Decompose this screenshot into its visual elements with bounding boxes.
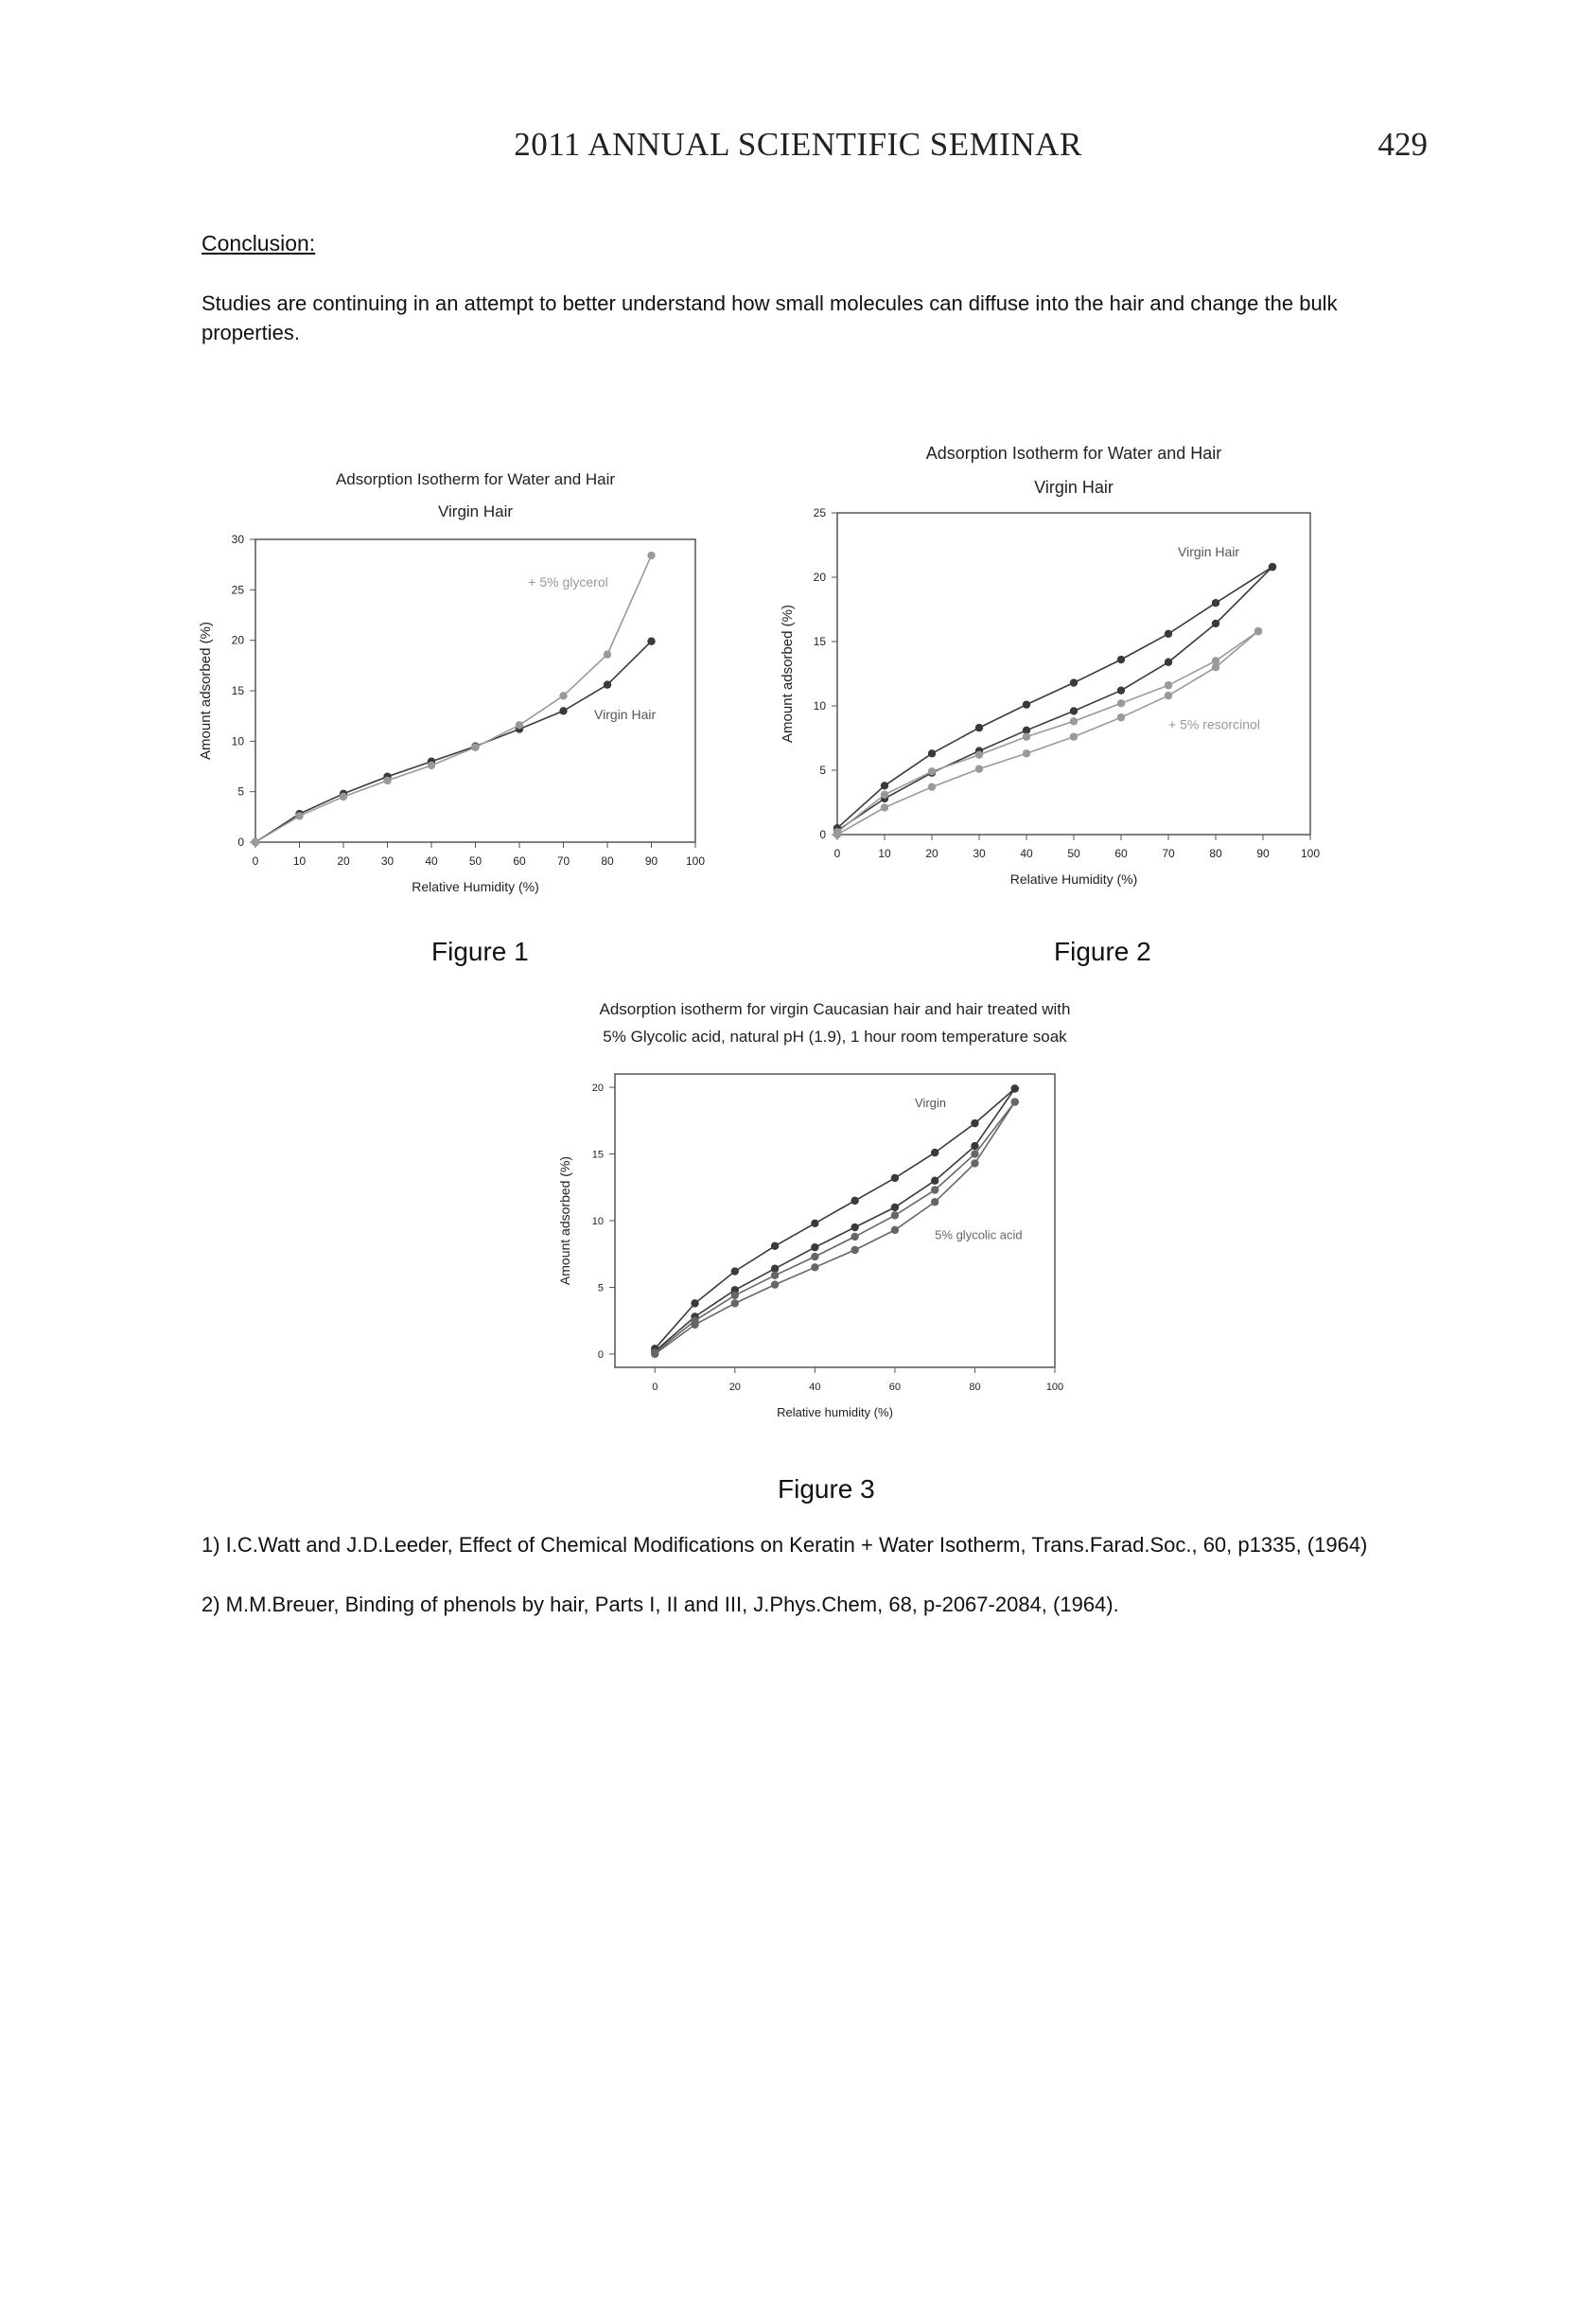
data-point (1269, 563, 1276, 571)
data-point (971, 1159, 978, 1167)
data-point (428, 762, 435, 769)
y-tick-label: 10 (231, 734, 244, 748)
x-tick-label: 60 (888, 1382, 902, 1393)
x-tick-label: 0 (652, 1382, 658, 1393)
data-point (971, 1119, 978, 1127)
x-axis-label: Relative Humidity (%) (1009, 871, 1138, 887)
y-tick-label: 20 (813, 571, 826, 584)
data-point (891, 1211, 899, 1219)
data-point (1117, 699, 1125, 707)
y-tick-label: 25 (231, 583, 244, 597)
data-point (1165, 630, 1172, 638)
x-tick-label: 10 (292, 854, 307, 868)
data-point (1212, 663, 1219, 671)
figure-3-chart (549, 994, 1116, 1457)
data-point (851, 1233, 858, 1241)
data-point (471, 744, 479, 751)
data-point (1070, 717, 1078, 725)
data-point (1023, 732, 1030, 740)
x-tick-label: 10 (878, 847, 891, 860)
data-point (851, 1246, 858, 1254)
series-line (255, 555, 652, 842)
running-title: 2011 ANNUAL SCIENTIFIC SEMINAR (514, 126, 1082, 163)
reference-1: 1) I.C.Watt and J.D.Leeder, Effect of Chemical Modifications on Keratin + Water Isotherm, Trans.Farad.Soc., 60, p1335, (1964) (202, 1533, 1368, 1557)
x-tick-label: 30 (973, 847, 986, 860)
data-point (771, 1242, 779, 1250)
x-tick-label: 60 (513, 854, 526, 868)
x-tick-label: 100 (1045, 1382, 1064, 1393)
x-tick-label: 0 (252, 854, 259, 868)
data-point (295, 812, 303, 819)
y-axis-label: Amount adsorbed (%) (557, 1155, 572, 1286)
y-tick-label: 10 (813, 699, 826, 713)
chart-subtitle: Virgin Hair (437, 502, 514, 520)
data-point (1117, 686, 1125, 694)
data-point (975, 724, 983, 731)
data-point (1165, 659, 1172, 666)
data-point (881, 803, 888, 811)
x-tick-label: 70 (556, 854, 570, 868)
data-point (731, 1292, 739, 1299)
y-tick-label: 15 (591, 1149, 604, 1161)
data-point (811, 1243, 818, 1251)
x-tick-label: 80 (601, 854, 614, 868)
data-point (604, 680, 611, 688)
data-point (891, 1174, 899, 1182)
figure-2-chart (771, 435, 1377, 918)
figure-1-chart (184, 464, 752, 918)
data-point (811, 1263, 818, 1271)
x-tick-label: 70 (1162, 847, 1175, 860)
y-axis-label: Amount adsorbed (%) (780, 605, 796, 743)
x-tick-label: 80 (969, 1382, 981, 1393)
data-point (931, 1149, 938, 1156)
chart-title: Adsorption isotherm for virgin Caucasian hair and hair treated with (599, 1000, 1071, 1018)
conclusion-paragraph: Studies are continuing in an attempt to better understand how small molecules can diffuse into the hair and change the bulk properties. (202, 291, 1338, 344)
series-annotation: 5% glycolic acid (935, 1227, 1023, 1242)
x-tick-label: 40 (809, 1382, 821, 1393)
figure-2-label: Figure 2 (1054, 937, 1151, 966)
data-point (1165, 692, 1172, 699)
x-axis-label: Relative humidity (%) (777, 1405, 893, 1419)
x-tick-label: 40 (425, 854, 438, 868)
y-tick-label: 20 (231, 633, 244, 647)
data-point (975, 765, 983, 772)
data-point (1117, 713, 1125, 721)
x-tick-label: 100 (1300, 847, 1321, 860)
data-point (691, 1299, 698, 1307)
data-point (851, 1223, 858, 1231)
data-point (1070, 732, 1078, 740)
x-tick-label: 80 (1209, 847, 1222, 860)
figure-1-label: Figure 1 (431, 937, 529, 966)
x-tick-label: 90 (644, 854, 658, 868)
data-point (1070, 678, 1078, 686)
series-annotation: + 5% resorcinol (1168, 716, 1260, 732)
data-point (851, 1197, 858, 1205)
data-point (928, 783, 936, 790)
series-line (837, 567, 1272, 831)
chart-title: Adsorption Isotherm for Water and Hair (925, 444, 1222, 463)
y-tick-label: 0 (237, 836, 244, 849)
y-tick-label: 20 (591, 1083, 604, 1095)
data-point (516, 721, 523, 729)
x-tick-label: 20 (728, 1382, 741, 1393)
x-tick-label: 100 (685, 854, 706, 868)
heading-colon: : (308, 231, 316, 255)
data-point (931, 1177, 938, 1185)
x-tick-label: 20 (337, 854, 350, 868)
plot-frame (615, 1074, 1055, 1367)
y-axis-label: Amount adsorbed (%) (198, 622, 214, 760)
series-annotation: Virgin (915, 1096, 947, 1111)
y-tick-label: 30 (231, 533, 244, 546)
data-point (881, 782, 888, 789)
data-point (1117, 656, 1125, 663)
heading-text: Conclusion (202, 231, 309, 255)
data-point (340, 793, 347, 801)
x-tick-label: 0 (833, 847, 841, 860)
chart-subtitle: 5% Glycolic acid, natural pH (1.9), 1 hour room temperature soak (603, 1028, 1067, 1046)
data-point (771, 1280, 779, 1288)
data-point (1212, 620, 1219, 627)
data-point (559, 707, 567, 714)
x-tick-label: 60 (1114, 847, 1128, 860)
y-tick-label: 15 (813, 635, 826, 648)
data-point (731, 1299, 739, 1307)
y-tick-label: 25 (813, 506, 826, 519)
data-point (891, 1204, 899, 1211)
data-point (771, 1272, 779, 1279)
data-point (931, 1186, 938, 1193)
data-point (891, 1226, 899, 1234)
data-point (1023, 749, 1030, 757)
data-point (928, 767, 936, 775)
data-point (559, 692, 567, 699)
series-line (655, 1089, 1014, 1349)
data-point (647, 552, 655, 559)
page-number: 429 (1377, 126, 1428, 163)
x-tick-label: 20 (925, 847, 938, 860)
data-point (971, 1142, 978, 1150)
data-point (1011, 1098, 1019, 1105)
data-point (1011, 1084, 1019, 1092)
data-point (691, 1321, 698, 1329)
section-heading (202, 231, 315, 256)
data-point (647, 638, 655, 645)
x-tick-label: 90 (1256, 847, 1270, 860)
series-annotation: Virgin Hair (594, 706, 657, 722)
data-point (1070, 707, 1078, 714)
data-point (1254, 627, 1262, 635)
x-tick-label: 40 (1020, 847, 1033, 860)
data-point (1023, 700, 1030, 708)
y-tick-label: 10 (591, 1216, 604, 1227)
y-tick-label: 0 (597, 1348, 604, 1361)
y-tick-label: 5 (237, 784, 244, 799)
x-tick-label: 50 (1067, 847, 1080, 860)
data-point (971, 1150, 978, 1157)
figure-3-label: Figure 3 (778, 1474, 875, 1504)
data-point (811, 1253, 818, 1260)
y-tick-label: 15 (231, 684, 244, 697)
x-tick-label: 30 (380, 854, 395, 868)
data-point (928, 749, 936, 757)
x-axis-label: Relative Humidity (%) (412, 879, 539, 894)
x-tick-label: 50 (468, 854, 482, 868)
chart-subtitle: Virgin Hair (1034, 478, 1114, 497)
chart-title: Adsorption Isotherm for Water and Hair (335, 470, 616, 488)
data-point (252, 838, 259, 846)
data-point (931, 1198, 938, 1206)
reference-2: 2) M.M.Breuer, Binding of phenols by hair, Parts I, II and III, J.Phys.Chem, 68, p-2067-2084, (1964). (202, 1593, 1119, 1616)
data-point (383, 777, 391, 784)
y-tick-label: 5 (819, 764, 826, 777)
y-tick-label: 5 (597, 1282, 604, 1294)
series-annotation: + 5% glycerol (528, 574, 608, 590)
plot-frame (255, 539, 695, 842)
data-point (651, 1350, 658, 1358)
data-point (811, 1220, 818, 1227)
data-point (604, 650, 611, 658)
data-point (975, 750, 983, 758)
y-tick-label: 0 (819, 828, 826, 841)
data-point (1165, 681, 1172, 689)
series-line (837, 631, 1258, 835)
series-annotation: Virgin Hair (1178, 544, 1240, 560)
series-line (255, 642, 652, 842)
data-point (833, 831, 841, 838)
data-point (731, 1267, 739, 1275)
data-point (881, 791, 888, 799)
data-point (1212, 599, 1219, 607)
